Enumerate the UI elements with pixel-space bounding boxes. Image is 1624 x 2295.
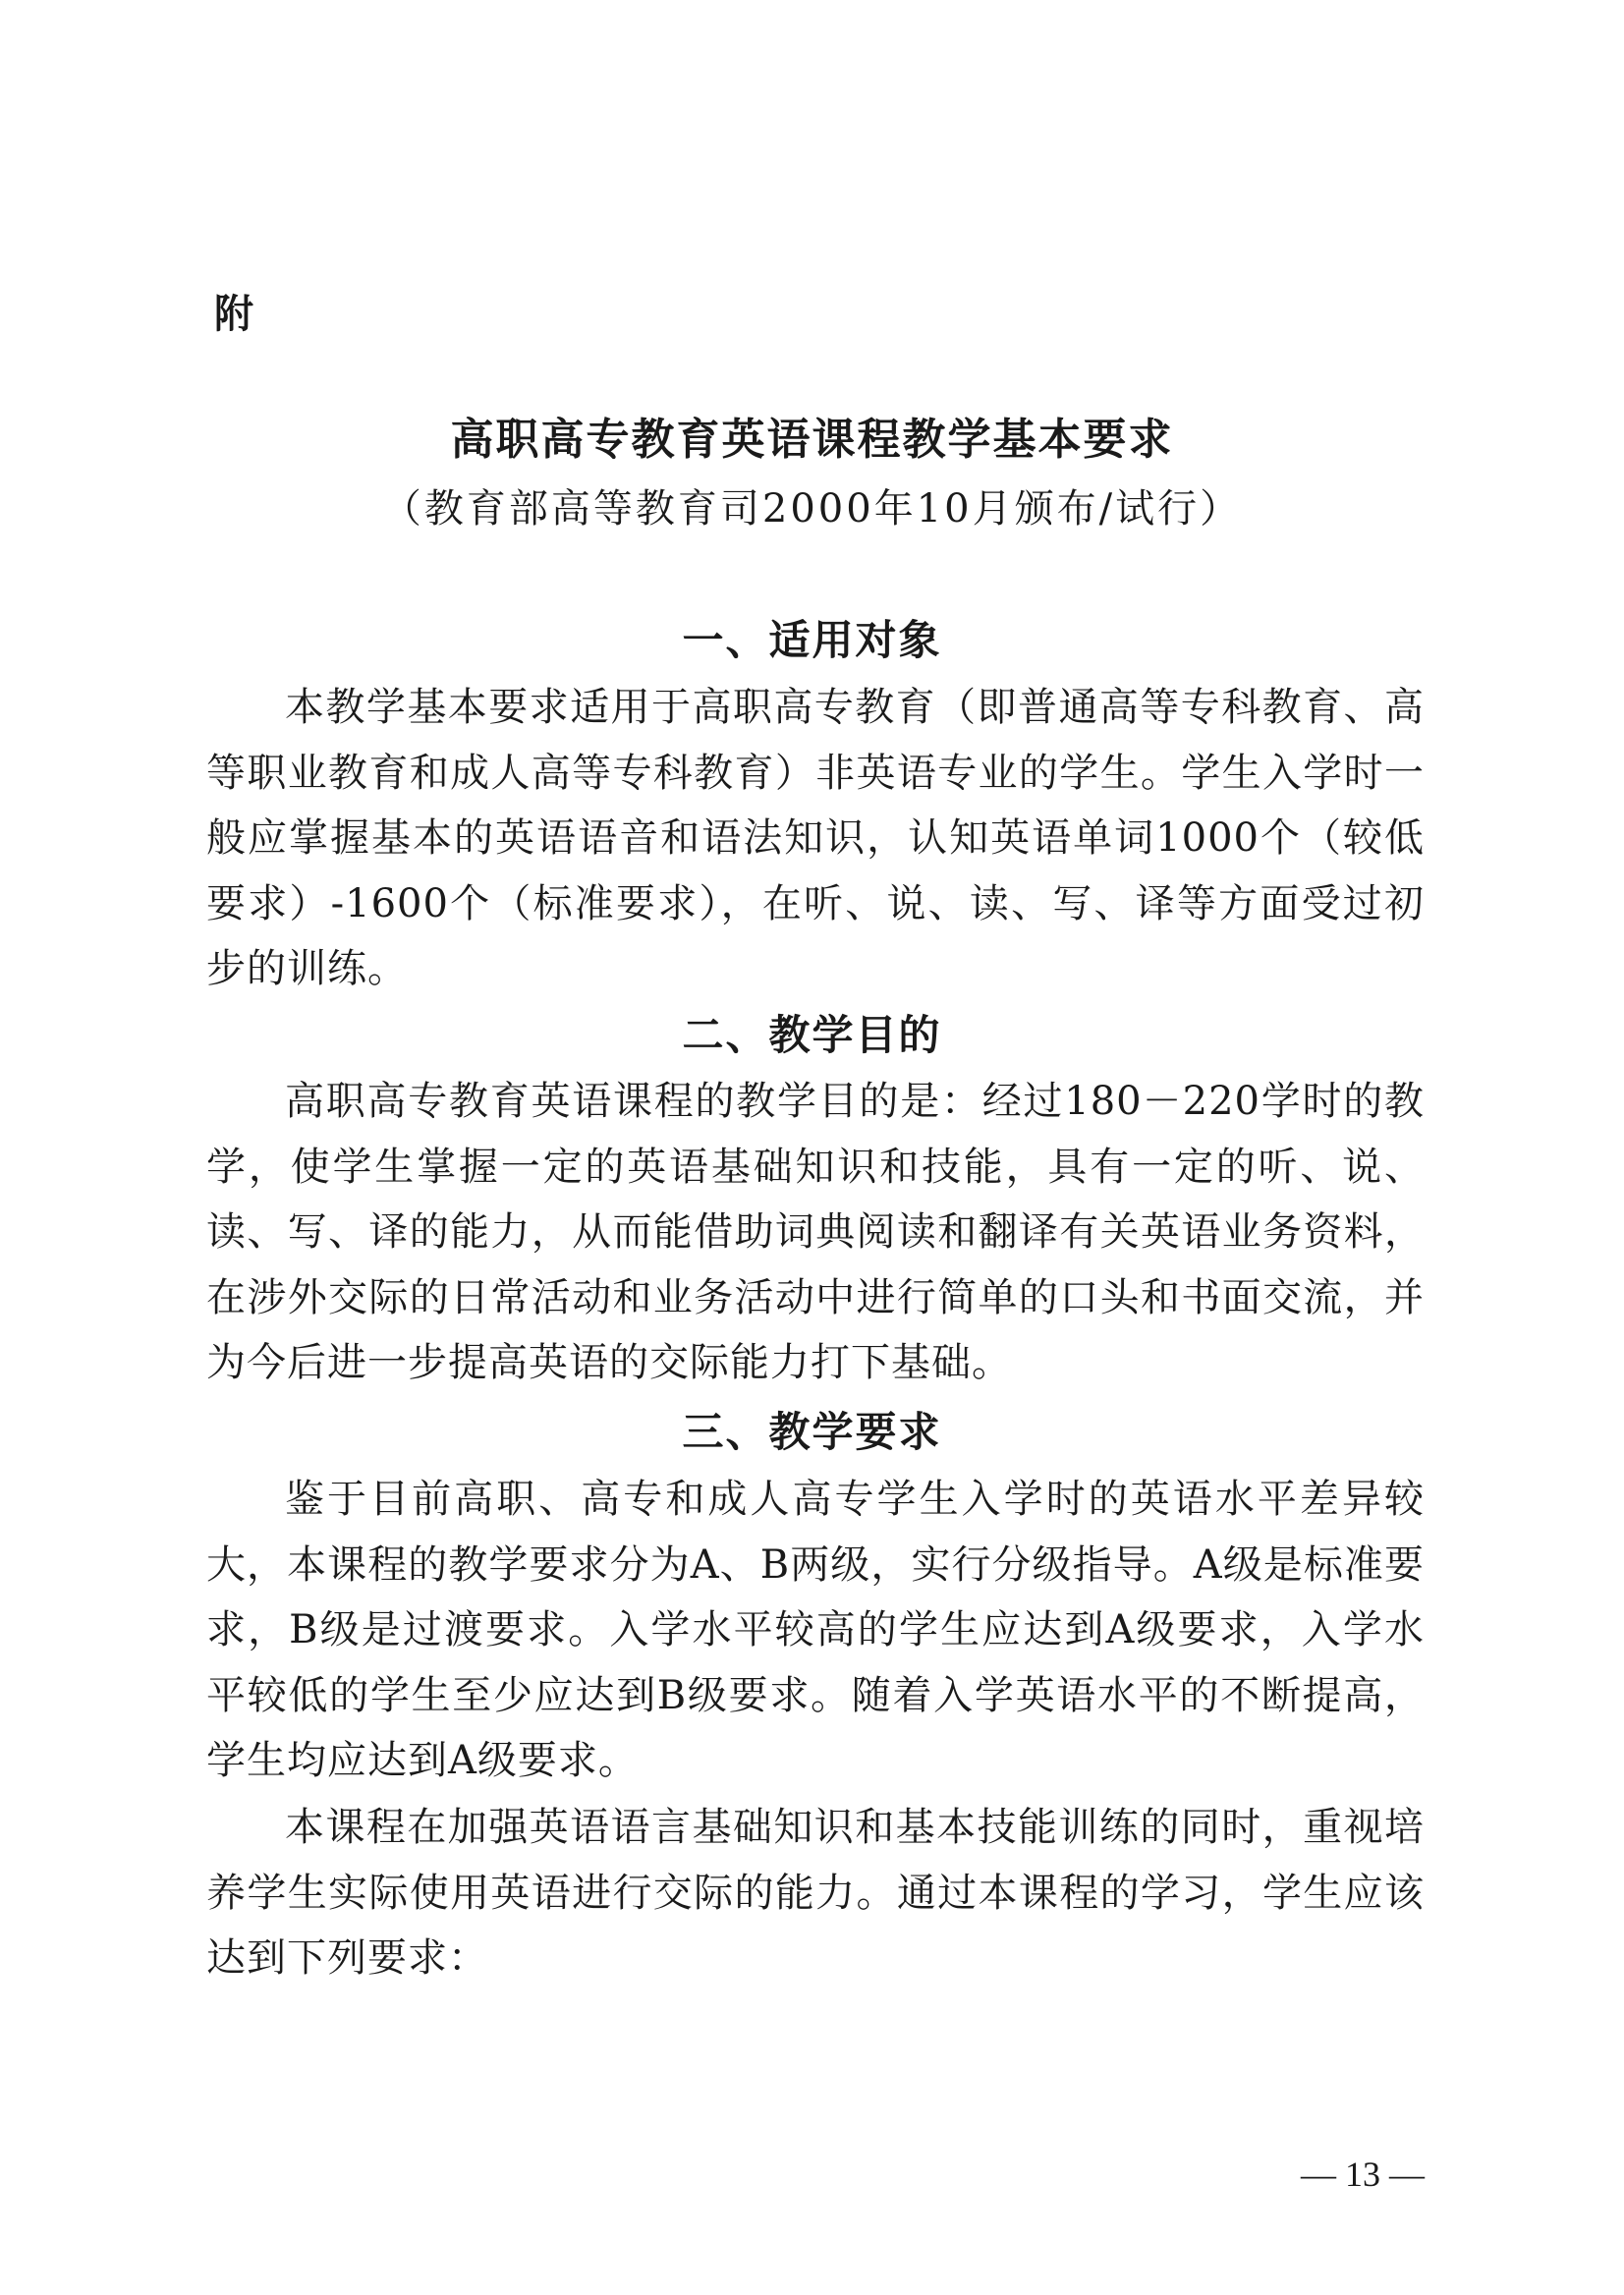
section-paragraph: 高职高专教育英语课程的教学目的是：经过180－220学时的教学，使学生掌握一定的英语基础知识和技能，具有一定的听、说、读、写、译的能力，从而能借助词典阅读和翻译有关英语业务资料，在涉外交际的日常活动和业务活动中进行简单的口头和书面交流，并为今后进一步提高英语的交际能力打下基础。 xyxy=(206,1079,1425,1385)
section-heading-teaching-requirements: 三、教学要求 xyxy=(682,1408,942,1456)
section-paragraph: 本教学基本要求适用于高职高专教育（即普通高等专科教育、高等职业教育和成人高等专科教育）非英语专业的学生。学生入学时一般应掌握基本的英语语音和语法知识，认知英语单词1000个（较低要求）-1600个（标准要求），在听、说、读、写、译等方面受过初步的训练。 xyxy=(206,685,1425,991)
attachment-label: 附 xyxy=(214,292,253,337)
page-number: — 13 — xyxy=(1301,2155,1425,2194)
document-subtitle: （教育部高等教育司2000年10月颁布/试行） xyxy=(381,486,1243,532)
section-paragraph: 鉴于目前高职、高专和成人高专学生入学时的英语水平差异较大，本课程的教学要求分为A、B两级，实行分级指导。A级是标准要求，B级是过渡要求。入学水平较高的学生应达到A级要求，入学水平较低的学生至少应达到B级要求。随着入学英语水平的不断提高，学生均应达到A级要求。 xyxy=(206,1477,1425,1783)
section-heading-applicable-objects: 一、适用对象 xyxy=(682,616,942,664)
document-title: 高职高专教育英语课程教学基本要求 xyxy=(450,415,1174,465)
section-heading-teaching-purpose: 二、教学目的 xyxy=(682,1011,942,1059)
section-paragraph: 本课程在加强英语语言基础知识和基本技能训练的同时，重视培养学生实际使用英语进行交际的能力。通过本课程的学习，学生应该达到下列要求： xyxy=(206,1805,1425,1981)
